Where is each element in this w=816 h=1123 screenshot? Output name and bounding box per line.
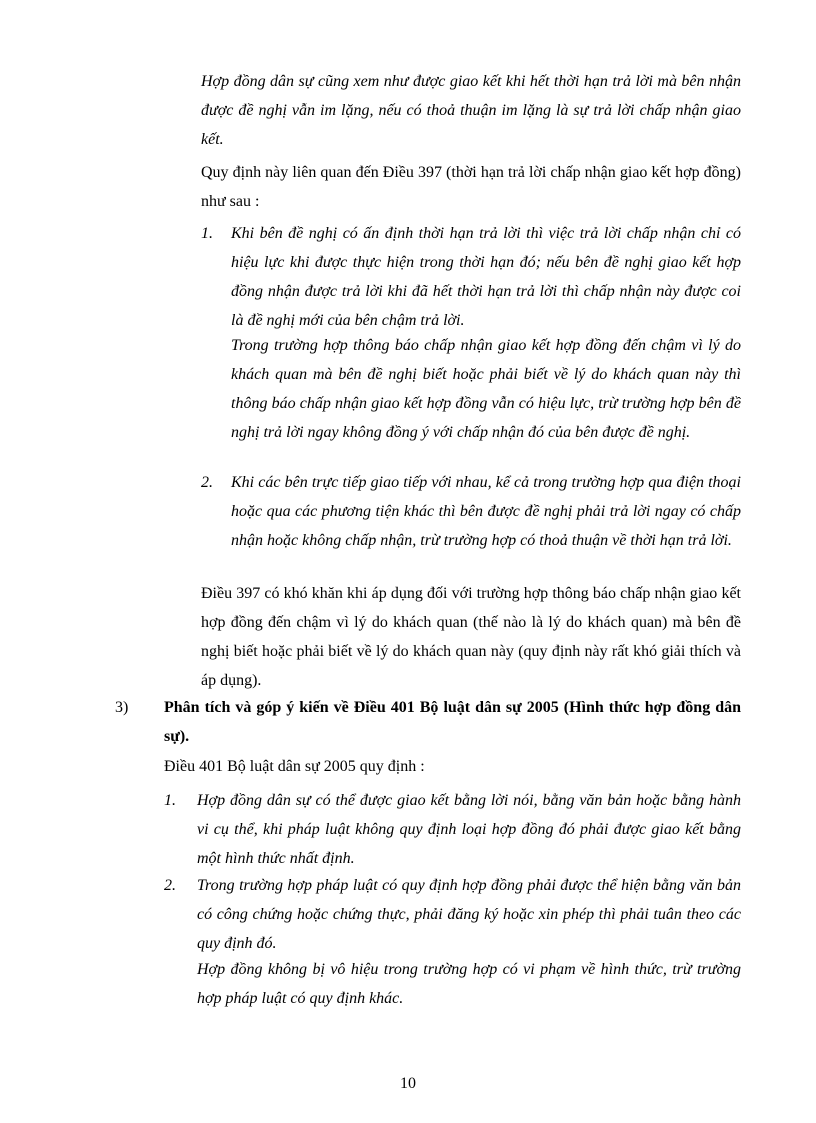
list-number-law-1: 1. [164, 792, 176, 809]
section-number: 3) [115, 699, 129, 716]
article-401-clause-1: Hợp đồng dân sự có thể được giao kết bằng lời nói, bằng văn bản hoặc bằng hành vi cụ thể, khi pháp luật không quy định loại hợp đồng đó phải được giao kết bằng một hình thức nhất định. [197, 792, 741, 867]
page-number: 10 [400, 1075, 416, 1092]
paragraph-article-397-intro: Quy định này liên quan đến Điều 397 (thời hạn trả lời chấp nhận giao kết hợp đồng) như sau : [201, 164, 741, 210]
list-number-1: 1. [201, 225, 213, 242]
article-397-clause-1-continued: Trong trường hợp thông báo chấp nhận giao kết hợp đồng đến chậm vì lý do khách quan mà bên đề nghị biết hoặc phải biết về lý do khách quan này thì thông báo chấp nhận giao kết hợp đồng vẫn có hiệu lực, trừ trường hợp bên đề nghị trả lời ngay không đồng ý với chấp nhận đó của bên được đề nghị. [231, 337, 741, 441]
list-number-2: 2. [201, 474, 213, 491]
paragraph-article-397-difficulty: Điều 397 có khó khăn khi áp dụng đối với trường hợp thông báo chấp nhận giao kết hợp đồng đến chậm vì lý do khách quan (thế nào là lý do khách quan) mà bên đề nghị biết hoặc phải biết về lý do khách quan này (quy định này rất khó giải thích và áp dụng). [201, 585, 741, 689]
paragraph-article-401-intro: Điều 401 Bộ luật dân sự 2005 quy định : [164, 758, 425, 775]
article-397-clause-2: Khi các bên trực tiếp giao tiếp với nhau, kể cả trong trường hợp qua điện thoại hoặc qua các phương tiện khác thì bên được đề nghị phải trả lời ngay có chấp nhận hoặc không chấp nhận, trừ trường hợp có thoả thuận về thời hạn trả lời. [231, 474, 741, 549]
list-number-law-2: 2. [164, 877, 176, 894]
article-397-clause-1: Khi bên đề nghị có ấn định thời hạn trả lời thì việc trả lời chấp nhận chỉ có hiệu lực khi được thực hiện trong thời hạn đó; nếu bên đề nghị giao kết hợp đồng nhận được trả lời khi đã hết thời hạn trả lời thì chấp nhận này được coi là đề nghị mới của bên chậm trả lời. [231, 225, 741, 329]
section-heading: Phân tích và góp ý kiến về Điều 401 Bộ luật dân sự 2005 (Hình thức hợp đồng dân sự). [164, 699, 741, 745]
paragraph-silence-acceptance: Hợp đồng dân sự cũng xem như được giao kết khi hết thời hạn trả lời mà bên nhận được đề nghị vẫn im lặng, nếu có thoả thuận im lặng là sự trả lời chấp nhận giao kết. [201, 73, 741, 148]
article-401-clause-2-continued: Hợp đồng không bị vô hiệu trong trường hợp có vi phạm về hình thức, trừ trường hợp pháp luật có quy định khác. [197, 961, 741, 1007]
article-401-clause-2: Trong trường hợp pháp luật có quy định hợp đồng phải được thể hiện bằng văn bản có công chứng hoặc chứng thực, phải đăng ký hoặc xin phép thì phải tuân theo các quy định đó. [197, 877, 741, 952]
